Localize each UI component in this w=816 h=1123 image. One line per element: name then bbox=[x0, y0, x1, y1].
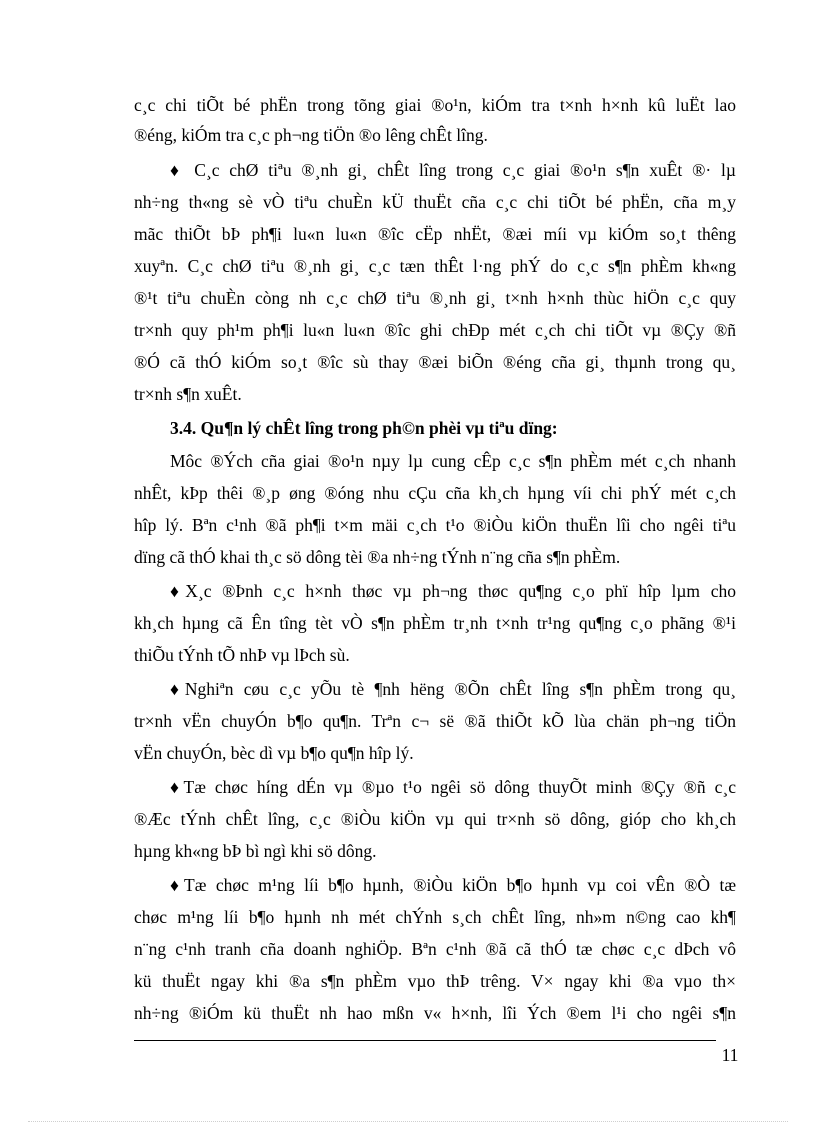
page-break-divider bbox=[28, 1121, 788, 1122]
text-line-28: kü thuËt ngay khi ®a s¶n phÈm vµo thÞ trêng. V× ngay khi ®a vµo th× bbox=[134, 971, 736, 991]
footer-rule bbox=[134, 1040, 716, 1041]
text-line-1: c¸c chi tiÕt bé phËn trong tõng giai ®o¹n, kiÓm tra t×nh h×nh kû luËt lao bbox=[134, 95, 736, 115]
text-line-19: ♦Nghiªn cøu c¸c yÕu tè ¶nh hëng ®Õn chÊt lîng s¶n phÈm trong qu¸ bbox=[170, 679, 736, 699]
text-line-12: Môc ®Ých cña giai ®o¹n nµy lµ cung cÊp c¸c s¶n phÈm mét c¸ch nhanh bbox=[170, 451, 736, 471]
text-line-18: thiÕu tÝnh tÕ nhÞ vµ lÞch sù. bbox=[134, 645, 350, 665]
text-line-6: xuyªn. C¸c chØ tiªu ®¸nh gi¸ c¸c tæn thÊt l·ng phÝ do c¸c s¶n phÈm kh«ng bbox=[134, 256, 736, 276]
text-line-15: dïng cã thÓ khai th¸c sö dông tèi ®a nh÷ng tÝnh n¨ng cña s¶n phÈm. bbox=[134, 547, 621, 567]
text-line-22: ♦Tæ chøc híng dÉn vµ ®µo t¹o ngêi sö dông thuyÕt minh ®Çy ®ñ c¸c bbox=[170, 777, 736, 797]
text-line-14: hîp lý. Bªn c¹nh ®ã ph¶i t×m mäi c¸ch t¹o ®iÒu kiÖn thuËn lîi cho ngêi tiªu bbox=[134, 515, 736, 535]
text-line-5: mãc thiÕt bÞ ph¶i lu«n lu«n ®îc cËp nhËt, ®æi míi vµ kiÓm so¸t thêng bbox=[134, 224, 736, 244]
text-line-4: nh÷ng th«ng sè vÒ tiªu chuÈn kÜ thuËt cña c¸c chi tiÕt bé phËn, cña m¸y bbox=[134, 192, 736, 212]
text-line-16: ♦X¸c ®Þnh c¸c h×nh thøc vµ ph¬ng thøc qu¶ng c¸o phï hîp lµm cho bbox=[170, 581, 736, 601]
text-line-2: ®éng, kiÓm tra c¸c ph¬ng tiÖn ®o lêng chÊt lîng. bbox=[134, 125, 488, 145]
text-line-13: nhÊt, kÞp thêi ®¸p øng ®óng nhu cÇu cña kh¸ch hµng víi chi phÝ mét c¸ch bbox=[134, 483, 736, 503]
text-line-20: tr×nh vËn chuyÓn b¶o qu¶n. Trªn c¬ së ®ã thiÕt kÕ lùa chän ph¬ng tiÖn bbox=[134, 711, 736, 731]
text-line-26: chøc m¹ng líi b¶o hµnh nh mét chÝnh s¸ch chÊt lîng, nh»m n©ng cao kh¶ bbox=[134, 907, 736, 927]
section-heading: 3.4. Qu¶n lý chÊt lîng trong ph©n phèi vµ tiªu dïng: bbox=[170, 418, 558, 438]
text-line-3: ♦ C¸c chØ tiªu ®¸nh gi¸ chÊt lîng trong c¸c giai ®o¹n s¶n xuÊt ®· lµ bbox=[170, 160, 736, 180]
text-line-17: kh¸ch hµng cã Ên tîng tèt vÒ s¶n phÈm tr¸nh t×nh tr¹ng qu¶ng c¸o phãng ®¹i bbox=[134, 613, 736, 633]
text-line-8: tr×nh quy ph¹m ph¶i lu«n lu«n ®îc ghi chÐp mét c¸ch chi tiÕt vµ ®Çy ®ñ bbox=[134, 320, 736, 340]
text-line-24: hµng kh«ng bÞ bì ngì khi sö dông. bbox=[134, 841, 377, 861]
text-line-27: n¨ng c¹nh tranh cña doanh nghiÖp. Bªn c¹nh ®ã cã thÓ tæ chøc c¸c dÞch vô bbox=[134, 939, 736, 959]
text-line-7: ®¹t tiªu chuÈn còng nh c¸c chØ tiªu ®¸nh gi¸ t×nh h×nh thùc hiÖn c¸c quy bbox=[134, 288, 736, 308]
text-line-23: ®Æc tÝnh chÊt lîng, c¸c ®iÒu kiÖn vµ qui tr×nh sö dông, gióp cho kh¸ch bbox=[134, 809, 736, 829]
page-number: 11 bbox=[721, 1045, 739, 1065]
text-line-29: nh÷ng ®iÓm kü thuËt nh hao mßn v« h×nh, lîi Ých ®em l¹i cho ngêi s¶n bbox=[134, 1003, 736, 1023]
text-line-21: vËn chuyÓn, bèc dì vµ b¶o qu¶n hîp lý. bbox=[134, 743, 414, 763]
text-line-10: tr×nh s¶n xuÊt. bbox=[134, 384, 242, 404]
text-line-9: ®Ó cã thÓ kiÓm so¸t ®îc sù thay ®æi biÕn ®éng cña gi¸ thµnh trong qu¸ bbox=[134, 352, 736, 372]
text-line-25: ♦Tæ chøc m¹ng líi b¶o hµnh, ®iÒu kiÖn b¶o hµnh vµ coi vÊn ®Ò tæ bbox=[170, 875, 736, 895]
